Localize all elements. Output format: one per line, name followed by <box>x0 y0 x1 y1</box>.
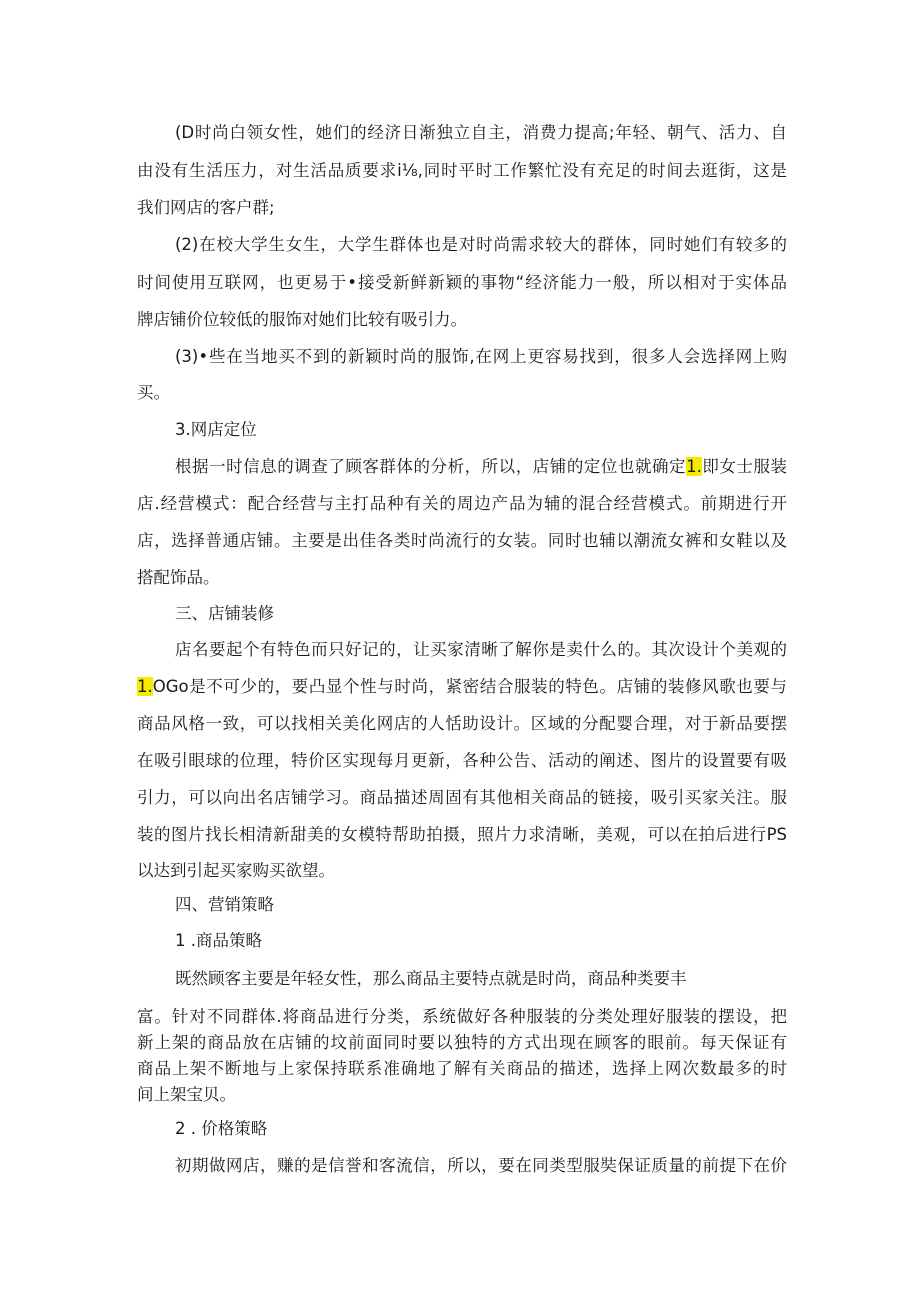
highlighted-text: 1. <box>686 457 702 476</box>
paragraph-6-line-5: 间上架宝贝。 <box>137 1085 236 1104</box>
paragraph-5-line-6: 装的图片找长相清新甜美的女模特帮助拍摄，照片力求清晰，美观，可以在拍后进行PS <box>137 825 787 844</box>
paragraph-5-line-2-text: OGo是不可少的，要凸显个性与时尚，紧密结合服装的特色。店铺的装修风歌也要与 <box>152 677 787 696</box>
paragraph-2-line-3: 牌店铺价位较低的服饰对她们比较有吸引力。 <box>137 310 467 329</box>
paragraph-4-line-3: 店，选择普通店铺。主要是出佳各类时尚流行的女装。同时也辅以潮流女裤和女鞋以及 <box>137 531 787 550</box>
paragraph-1-line-2: 由没有生活压力，对生活品质要求i⅛,同时平时工作繁忙没有充足的时间去逛街，这是 <box>137 161 787 180</box>
paragraph-5-line-2 <box>137 675 787 699</box>
paragraph-2-line-2: 时间使用互联网，也更易于•接受新鲜新颖的事物“经济能力一般，所以相对于实体品 <box>137 273 787 292</box>
section-heading-marketing-strategy: 四、营销策略 <box>175 895 274 914</box>
section-heading-store-decoration: 三、店铺装修 <box>175 604 274 623</box>
paragraph-3-line-1: (3)•些在当地买不到的新颖时尚的服饰,在网上更容易找到，很多人会选择网上购 <box>175 347 787 366</box>
paragraph-3-line-2: 买。 <box>137 383 170 402</box>
paragraph-4-line-1-text-a: 根据一时信息的调查了顾客群体的分析，所以，店铺的定位也就确定 <box>175 457 687 476</box>
paragraph-2-line-1: (2)在校大学生女生，大学生群体也是对时尚需求较大的群体，同时她们有较多的 <box>175 235 787 254</box>
paragraph-1-line-1: (D时尚白领女性，她们的经济日渐独立自主，消费力提高;年轻、朝气、活力、自 <box>175 123 787 142</box>
paragraph-5-line-4: 在吸引眼球的位理，特价区实现每月更新，各种公告、活动的阐述、图片的设置要有吸 <box>137 751 787 770</box>
subheading-price-strategy: 2 . 价格策略 <box>175 1119 268 1138</box>
paragraph-4-line-1 <box>175 455 787 479</box>
paragraph-6-line-3: 新上架的商品放在店铺的坟前面同时要以独特的方式出现在顾客的眼前。每天保证有 <box>137 1033 787 1052</box>
paragraph-5-line-5: 引力，可以向出名店铺学习。商品描述周固有其他相关商品的链接，吸引买家关注。服 <box>137 788 787 807</box>
paragraph-4-line-2: 店.经营模式：配合经营与主打品种有关的周边产品为辅的混合经营模式。前期进行开 <box>137 494 787 513</box>
paragraph-4-line-4: 搭配饰品。 <box>137 568 220 587</box>
paragraph-6-line-2: 富。针对不同群体.将商品进行分类，系统做好各种服装的分类处理好服装的摆设，把 <box>137 1007 787 1026</box>
highlighted-text: 1. <box>137 677 153 696</box>
paragraph-4-line-1-text-b: 即女士服装 <box>701 457 788 476</box>
paragraph-7-line-1: 初期做网店，赚的是信誉和客流信，所以，要在同类型服奘保证质量的前提下在价 <box>175 1156 787 1175</box>
section-heading-store-positioning: 3.网店定位 <box>175 420 257 439</box>
paragraph-5-line-3: 商品风格一致，可以找相关美化网店的人恬助设计。区域的分配婴合理，对于新品要摆 <box>137 714 787 733</box>
subheading-product-strategy: 1 .商品策略 <box>175 931 262 950</box>
paragraph-6-line-4: 商品上架不断地与上家保持联系准确地了解有关商品的描述，选择上网次数最多的时 <box>137 1059 787 1078</box>
paragraph-5-line-1: 店名要起个有特色而只好记的，让买家清晰了解你是卖什么的。其次设计个美观的 <box>175 640 787 659</box>
paragraph-6-line-1: 既然顾客主要是年轻女性，那么商品主要特点就是时尚，商品种类要丰 <box>175 969 687 988</box>
paragraph-5-line-7: 以达到引起买家购买欲望。 <box>137 861 335 880</box>
paragraph-1-line-3: 我们网店的客户群; <box>137 198 275 217</box>
